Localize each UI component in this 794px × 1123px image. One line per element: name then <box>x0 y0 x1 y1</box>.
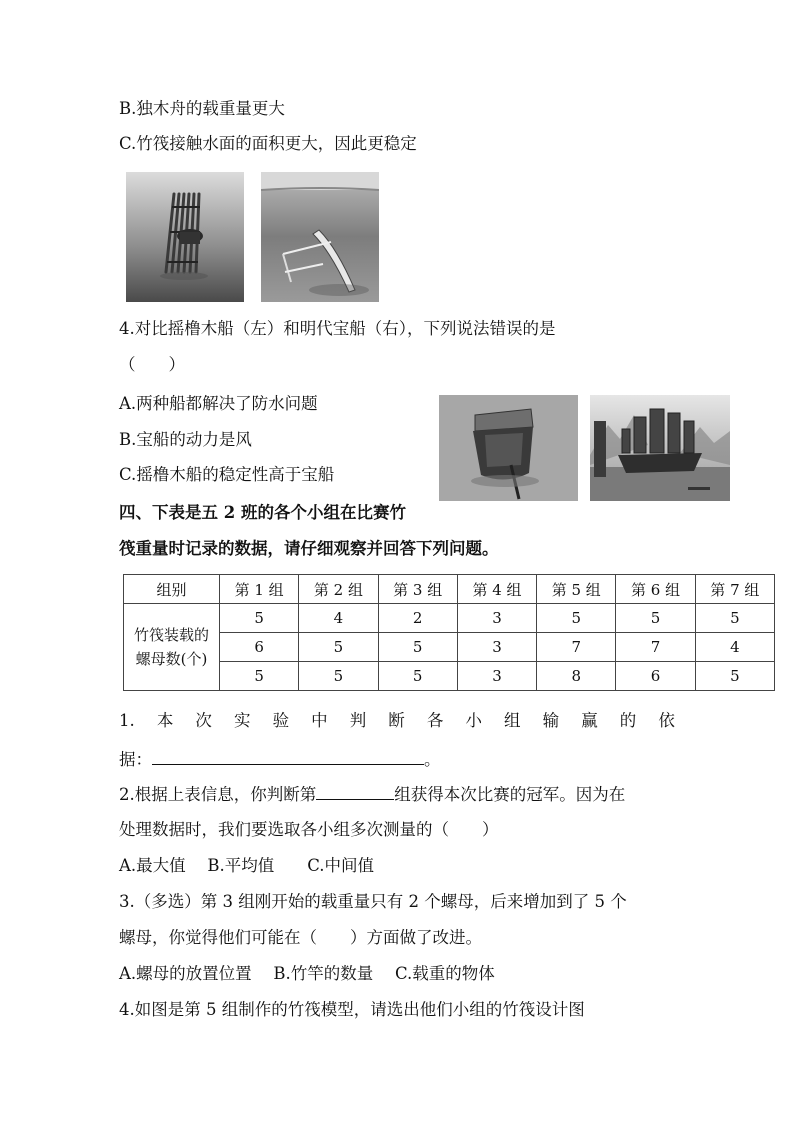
header-cell: 组别 <box>124 575 220 604</box>
q2-prefix: 2.根据上表信息，你判断第 <box>119 785 317 804</box>
header-cell: 第 1 组 <box>220 575 299 604</box>
table-cell: 5 <box>378 662 457 691</box>
q2-suffix: 组获得本次比赛的冠军。因为在 <box>394 785 626 804</box>
table-row <box>124 633 775 662</box>
header-cell: 第 3 组 <box>378 575 457 604</box>
q2-options: A.最大值 B.平均值 C.中间值 <box>119 856 375 875</box>
header-cell: 第 6 组 <box>616 575 695 604</box>
header-cell: 第 2 组 <box>299 575 378 604</box>
question-4-paren: （ ） <box>119 355 185 374</box>
q1-answer-blank[interactable] <box>152 748 424 765</box>
option-b-text: B.独木舟的载重量更大 <box>119 99 285 118</box>
question-4-option-a: A.两种船都解决了防水问题 <box>119 394 318 413</box>
table-cell: 5 <box>695 604 774 633</box>
table-cell: 7 <box>616 633 695 662</box>
table-row <box>124 604 775 633</box>
table-cell: 4 <box>695 633 774 662</box>
table-cell: 6 <box>220 633 299 662</box>
q1-char: 中 <box>311 711 328 730</box>
q1-prefix: 据： <box>119 750 152 769</box>
q1-char: 验 <box>272 711 290 730</box>
q1-char: 组 <box>504 711 521 730</box>
table-cell: 6 <box>616 662 695 691</box>
q2-line1 <box>119 783 625 806</box>
table-cell: 5 <box>378 633 457 662</box>
section-4-heading-line1: 四、下表是五 2 班的各个小组在比赛竹 <box>119 503 406 522</box>
canoe-photo <box>261 172 379 302</box>
q1-char: 断 <box>388 711 405 730</box>
q1-char: 依 <box>658 711 675 730</box>
table-cell: 5 <box>695 662 774 691</box>
table-cell: 5 <box>299 633 378 662</box>
bamboo-raft-photo <box>126 172 244 302</box>
q2-answer-blank[interactable] <box>316 783 394 800</box>
table-cell: 5 <box>220 604 299 633</box>
q1-char: 赢 <box>581 711 598 730</box>
table-cell: 3 <box>457 604 536 633</box>
table-cell: 3 <box>457 662 536 691</box>
table-cell: 3 <box>457 633 536 662</box>
header-cell: 第 5 组 <box>537 575 616 604</box>
q1-char: 判 <box>349 711 367 730</box>
row-label-cell <box>124 604 220 691</box>
table-cell: 2 <box>378 604 457 633</box>
q2-line2: 处理数据时，我们要选取各小组多次测量的（ ） <box>119 820 499 839</box>
table-cell: 5 <box>616 604 695 633</box>
q1-char: 1. <box>119 711 135 730</box>
raft-load-table <box>123 574 775 691</box>
q1-line1 <box>119 710 675 732</box>
q1-char: 本 <box>156 711 174 730</box>
q3-line1: 3.（多选）第 3 组刚开始的载重量只有 2 个螺母，后来增加到了 5 个 <box>119 892 627 911</box>
treasure-ship-photo <box>590 395 730 501</box>
table-cell: 8 <box>537 662 616 691</box>
question-4-option-b: B.宝船的动力是风 <box>119 430 252 449</box>
table-row <box>124 662 775 691</box>
table-header-row <box>124 575 775 604</box>
header-cell: 第 7 组 <box>695 575 774 604</box>
option-c-text: C.竹筏接触水面的面积更大，因此更稳定 <box>119 134 417 153</box>
q1-char: 小 <box>465 711 482 730</box>
q1-line2 <box>119 748 441 771</box>
table-cell: 5 <box>299 662 378 691</box>
wooden-boat-photo <box>439 395 578 501</box>
question-4-option-c: C.摇橹木船的稳定性高于宝船 <box>119 465 335 484</box>
q1-char: 的 <box>619 711 637 730</box>
row-label-line2: 螺母数(个) <box>135 650 208 668</box>
q3-line2: 螺母，你觉得他们可能在（ ）方面做了改进。 <box>119 928 482 947</box>
q1-char: 次 <box>195 711 212 730</box>
q1-char: 输 <box>542 711 560 730</box>
q1-char: 实 <box>233 711 251 730</box>
header-cell: 第 4 组 <box>457 575 536 604</box>
table-cell: 5 <box>220 662 299 691</box>
q1-suffix: 。 <box>424 750 441 769</box>
table-cell: 7 <box>537 633 616 662</box>
table-cell: 5 <box>537 604 616 633</box>
question-4-stem: 4.对比摇橹木船（左）和明代宝船（右），下列说法错误的是 <box>119 319 556 338</box>
q3-options: A.螺母的放置位置 B.竹竿的数量 C.载重的物体 <box>119 964 495 983</box>
q4-line1: 4.如图是第 5 组制作的竹筏模型，请选出他们小组的竹筏设计图 <box>119 1000 585 1019</box>
section-4-heading-line2: 筏重量时记录的数据，请仔细观察并回答下列问题。 <box>119 539 499 558</box>
table-cell: 4 <box>299 604 378 633</box>
row-label-line1: 竹筏装载的 <box>133 626 209 644</box>
q1-char: 各 <box>426 711 444 730</box>
